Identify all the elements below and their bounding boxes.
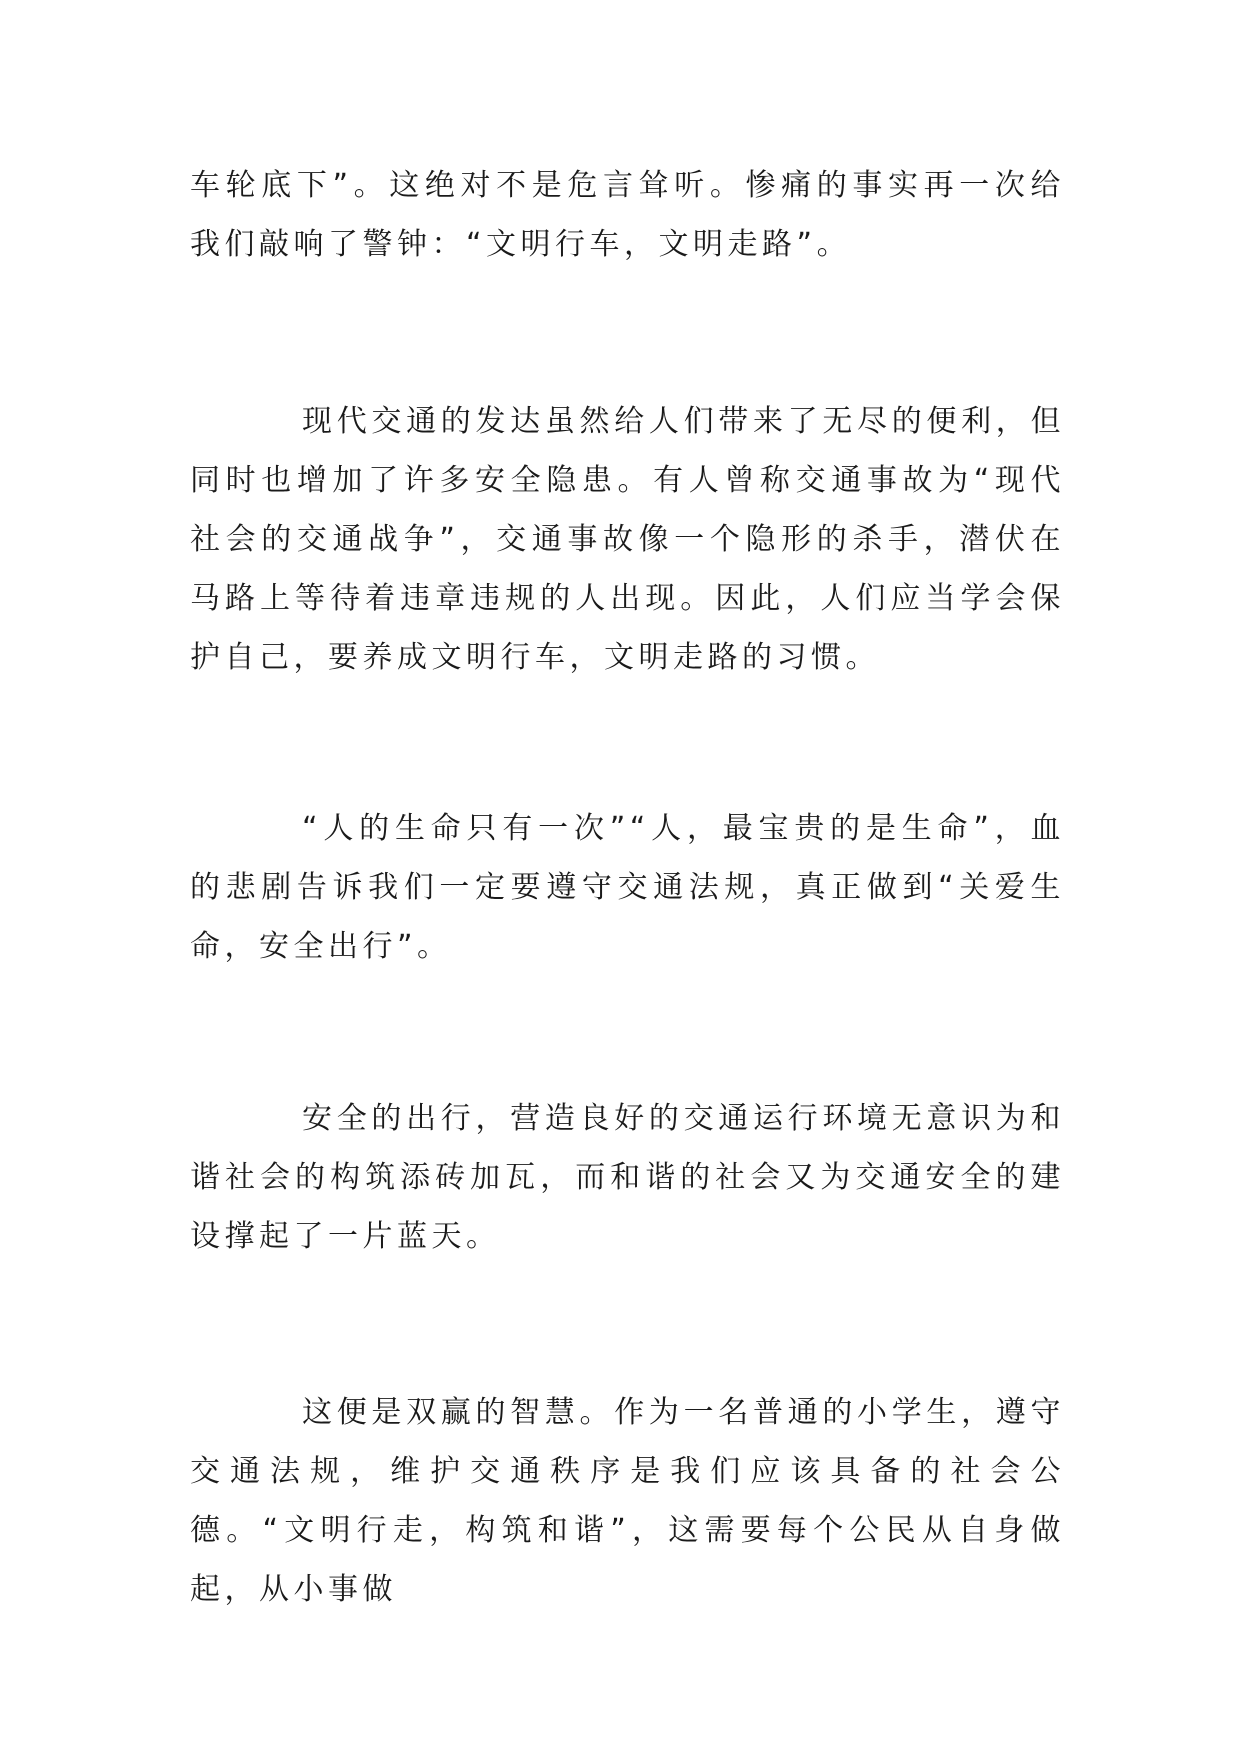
- paragraph-continuation: 车轮底下”。这绝对不是危言耸听。惨痛的事实再一次给我们敲响了警钟：“文明行车，文明走路”。: [190, 168, 1065, 262]
- paragraph-modern-traffic: 现代交通的发达虽然给人们带来了无尽的便利，但同时也增加了许多安全隐患。有人曾称交通事故为“现代社会的交通战争”，交通事故像一个隐形的杀手，潜伏在马路上等待着违章违规的人出现。因此，人们应当学会保护自己，要养成文明行车，文明走路的习惯。: [190, 404, 1065, 675]
- paragraph-cherish-life: “人的生命只有一次”“人，最宝贵的是生命”，血的悲剧告诉我们一定要遵守交通法规，真正做到“关爱生命，安全出行”。: [190, 811, 1065, 964]
- paragraph-win-win: 这便是双赢的智慧。作为一名普通的小学生，遵守交通法规，维护交通秩序是我们应该具备的社会公德。“文明行走，构筑和谐”，这需要每个公民从自身做起，从小事做: [190, 1395, 1065, 1607]
- paragraph-harmonious-society: 安全的出行，营造良好的交通运行环境无意识为和谐社会的构筑添砖加瓦，而和谐的社会又为交通安全的建设撑起了一片蓝天。: [190, 1101, 1065, 1254]
